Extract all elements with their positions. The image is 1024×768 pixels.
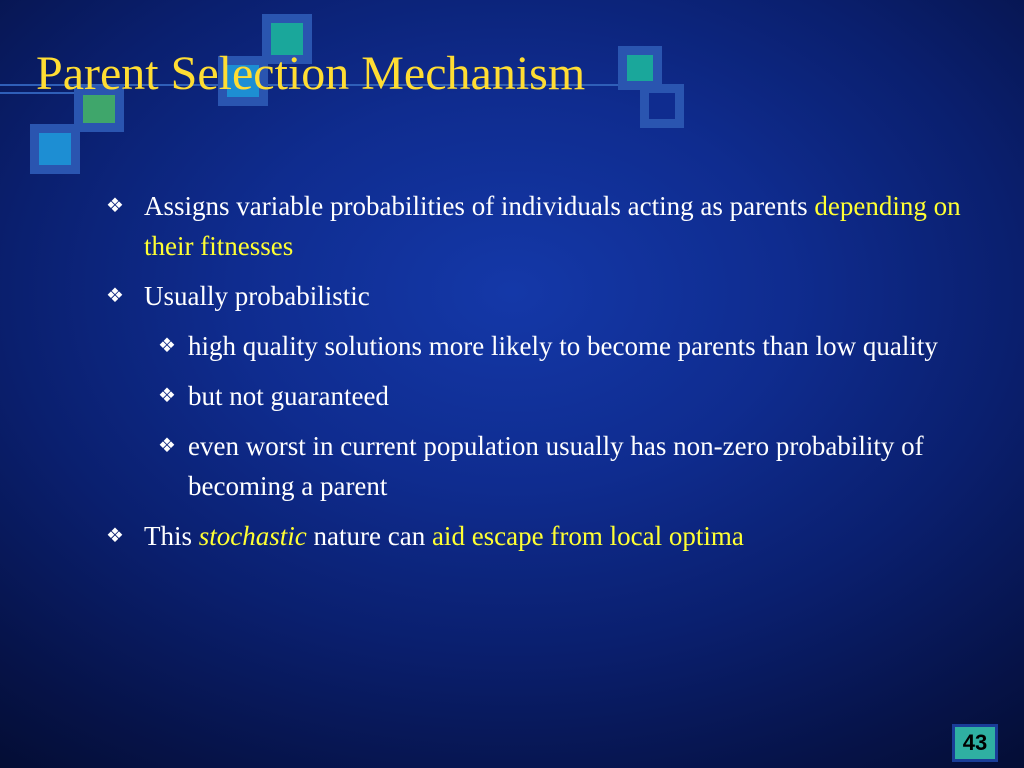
diamond-bullet-icon: ❖ xyxy=(106,195,124,217)
deco-square-left xyxy=(30,124,80,174)
diamond-bullet-icon: ❖ xyxy=(158,385,176,407)
sub-bullet-item xyxy=(104,426,984,506)
diamond-bullet-icon: ❖ xyxy=(106,525,124,547)
bullet-text: This xyxy=(144,521,199,551)
slide-title: Parent Selection Mechanism xyxy=(36,47,586,100)
sub-bullet-item xyxy=(104,326,984,366)
bullet-item xyxy=(104,186,984,266)
diamond-bullet-icon: ❖ xyxy=(158,335,176,357)
slide-number-badge: 43 xyxy=(952,724,998,762)
deco-square-right-top-fill xyxy=(627,55,653,81)
bullet-item xyxy=(104,276,984,316)
deco-square-right-bottom-fill xyxy=(649,93,675,119)
bullet-text: Usually probabilistic xyxy=(144,281,370,311)
bullet-list xyxy=(104,186,984,566)
sub-bullet-item xyxy=(104,376,984,416)
sub-bullet-text: but not guaranteed xyxy=(188,381,389,411)
bullet-emphasis: stochastic xyxy=(198,521,307,551)
diamond-bullet-icon: ❖ xyxy=(106,285,124,307)
sub-bullet-text: high quality solutions more likely to become parents than low quality xyxy=(188,331,938,361)
sub-bullet-text: even worst in current population usually has non-zero probability of becoming a parent xyxy=(188,431,924,501)
bullet-item xyxy=(104,516,984,556)
bullet-text: Assigns variable probabilities of individuals acting as parents xyxy=(144,191,815,221)
bullet-highlight: aid escape from local optima xyxy=(431,521,744,551)
diamond-bullet-icon: ❖ xyxy=(158,435,176,457)
bullet-text: nature can xyxy=(306,521,432,551)
deco-square-left-fill xyxy=(39,133,71,165)
deco-square-right-bottom xyxy=(640,84,684,128)
bullet-highlight: depending on their fitnesses xyxy=(144,191,961,261)
